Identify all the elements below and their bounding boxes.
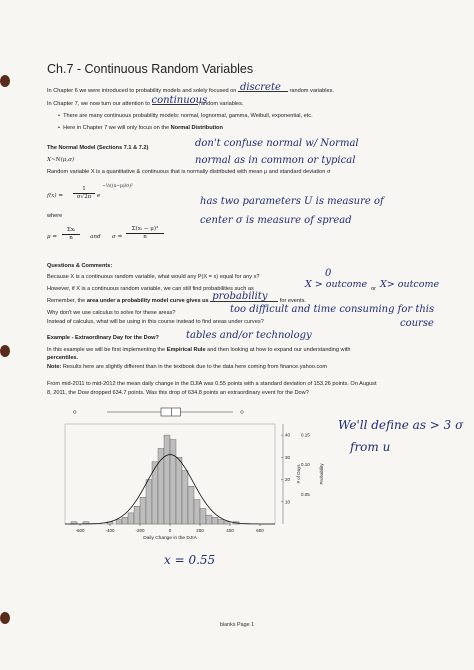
- histogram-bar: [224, 522, 230, 524]
- x-tick-label: -400: [105, 528, 115, 533]
- mu-fraction: Σxᵢ n: [62, 227, 80, 242]
- page-footer: blanks Page 1: [219, 622, 255, 628]
- annotation-from-u: from u: [350, 440, 391, 454]
- bullet-1: • There are many continuous probability models: normal, lognormal, gamma, Weibull, exponential, etc.: [58, 113, 313, 119]
- x-tick-label: 0: [168, 528, 172, 533]
- count-tick-label: 40: [285, 432, 291, 438]
- histogram-bar: [122, 517, 128, 524]
- normal-notation: X~N(μ,σ): [47, 157, 75, 163]
- intro-line-2: In Chapter 7, we now turn our attention to continuous random variables.: [47, 95, 244, 107]
- histogram-bar: [170, 440, 176, 524]
- boxplot-outlier: [73, 411, 76, 414]
- page-title: Ch.7 - Continuous Random Variables: [47, 62, 254, 76]
- example-line-1: In this example we will be first implementing the Empirical Rule and then looking at how to expand our understanding with: [47, 347, 351, 353]
- annotation-x-greater-outcome: X> outcome: [380, 279, 440, 290]
- histogram-bar: [116, 520, 122, 524]
- x-tick-label: 600: [256, 528, 264, 533]
- annotation-tables: tables and/or technology: [186, 330, 312, 341]
- example-note: Note: Results here are slightly different than in the textbook due to the data here coming from finance.yahoo.com: [47, 364, 328, 370]
- annotation-dont-confuse: don't confuse normal w/ Normal: [195, 138, 359, 149]
- intro-line-1: In Chapter 6 we were introduced to probability models and solely focused on discrete random variables.: [47, 82, 334, 94]
- probability-tick-label: 0.05: [301, 491, 310, 497]
- histogram-bar: [188, 486, 194, 524]
- count-tick-label: 10: [285, 499, 291, 505]
- histogram-bar: [194, 500, 200, 524]
- normal-description: Random variable X is a quantitative & continuous that is normally distributed with mean μ and standard deviation σ: [47, 169, 331, 175]
- x-tick-label: -200: [135, 528, 145, 533]
- x-tick-label: -600: [75, 528, 85, 533]
- histogram-bar: [146, 480, 152, 524]
- histogram-bar: [182, 471, 188, 524]
- mu-formula: μ =: [47, 234, 58, 240]
- bullet-2: • Here in Chapter 7 we will only focus on the Normal Distribution: [58, 125, 223, 131]
- histogram-bar: [140, 497, 146, 524]
- example-line-2: percentiles.: [47, 355, 79, 361]
- x-axis-label: Daily Change in the DJIA: [143, 536, 197, 541]
- histogram-bar: [200, 508, 206, 524]
- question-3: Remember, the area under a probability model curve gives us probability for events.: [47, 291, 306, 304]
- annotation-well-define: We'll define as > 3 σ: [338, 418, 464, 432]
- pdf-fraction: 1 σ√2π: [73, 186, 95, 201]
- annotation-too-difficult: too difficult and time consuming for this: [230, 304, 435, 315]
- count-tick-label: 20: [285, 477, 291, 483]
- handwritten-discrete: discrete: [239, 82, 281, 93]
- pdf-formula: f(x) =: [47, 193, 64, 199]
- annotation-x-less-outcome: X > outcome: [305, 279, 368, 290]
- question-4: Why don't we use calculus to solve for these areas?: [47, 310, 176, 316]
- handwritten-continuous: continuous: [151, 95, 208, 106]
- binder-hole: [0, 345, 10, 357]
- normal-model-heading: The Normal Model (Sections 7.1 & 7.2): [47, 145, 149, 151]
- histogram-bar: [176, 457, 182, 524]
- pdf-exponent: −½((x−μ)/σ)²: [102, 184, 133, 189]
- histogram-bar: [212, 517, 218, 524]
- pdf-e: e: [97, 193, 101, 199]
- boxplot-box: [161, 408, 181, 416]
- example-heading: Example - Extraordinary Day for the Dow?: [47, 335, 159, 341]
- question-2: However, if X is a continuous random variable, we can still find probabilities such as: [47, 286, 254, 292]
- sigma-formula: σ =: [112, 234, 123, 240]
- where-label: where: [47, 213, 63, 219]
- histogram-bar: [206, 515, 212, 524]
- and-label: and: [90, 234, 101, 240]
- annotation-zero: 0: [325, 268, 332, 279]
- histogram-bar: [218, 520, 224, 524]
- handwritten-probability: probability: [212, 291, 268, 302]
- x-tick-label: 400: [226, 528, 234, 533]
- question-1: Because X is a continuous random variable, what would any P(X = x) equal for any x?: [47, 274, 260, 280]
- count-axis-label: # of Days: [296, 464, 301, 484]
- count-tick-label: 30: [285, 454, 291, 460]
- histogram-bar: [128, 513, 134, 524]
- probability-axis-label: Probability: [319, 463, 324, 485]
- annotation-center-spread: center σ is measure of spread: [200, 215, 352, 226]
- x-tick-label: 200: [196, 528, 204, 533]
- histogram-bar: [134, 506, 140, 524]
- example-paragraph-2: 8, 2011, the Dow dropped 634.7 points. Was this drop of 634.8 points an extraordinary event for the Dow?: [47, 390, 309, 396]
- histogram-chart: [55, 402, 340, 547]
- questions-heading: Questions & Comments:: [47, 263, 113, 269]
- boxplot-outlier: [241, 411, 244, 414]
- annotation-two-parameters: has two parameters U is measure of: [200, 196, 384, 207]
- annotation-normal-common: normal as in common or typical: [195, 155, 356, 166]
- probability-tick-label: 0.10: [301, 462, 310, 468]
- probability-tick-label: 0.15: [301, 432, 310, 438]
- example-paragraph-1: From mid-2011 to mid-2012 the mean daily change in the DJIA was 0.55 points with a standard deviation of 153.26 points. On August: [47, 381, 377, 387]
- sigma-fraction: Σ(xᵢ − μ)² n: [126, 226, 164, 241]
- or-label: or: [371, 286, 376, 292]
- binder-hole: [0, 75, 10, 87]
- annotation-course: course: [400, 318, 434, 329]
- question-5: Instead of calculus, what will be using in this course instead to find areas under curves?: [47, 319, 264, 325]
- histogram-bar: [164, 435, 170, 524]
- annotation-x-value: x = 0.55: [164, 553, 216, 567]
